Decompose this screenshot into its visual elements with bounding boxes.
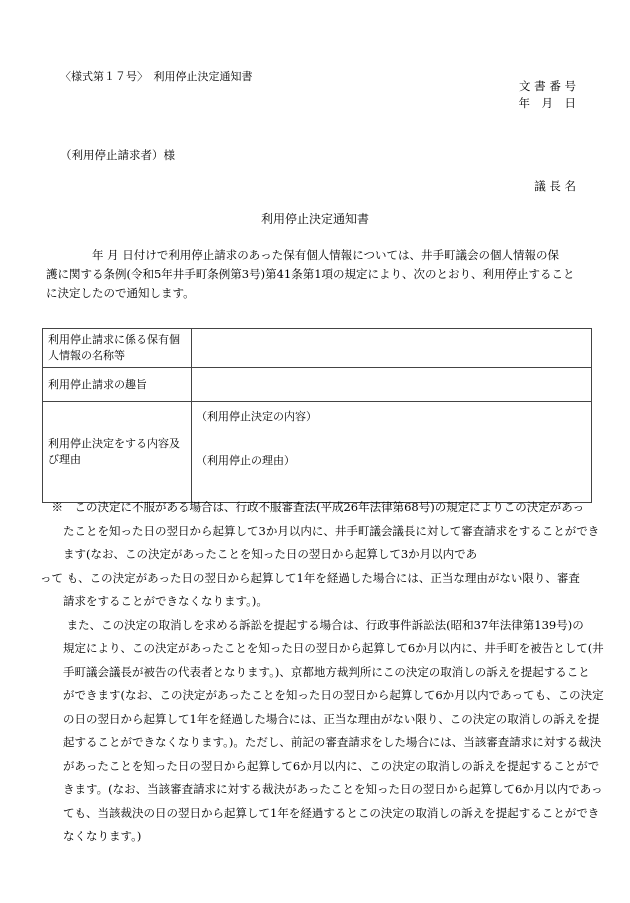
form-label: 〈様式第１７号〉 利用停止決定通知書 — [60, 70, 253, 83]
intro-line: 年 月 日付けで利用停止請求のあった保有個人情報については、井手町議会の個人情報の保 — [46, 248, 559, 262]
row-label-request-purpose: 利用停止請求の趣旨 — [43, 368, 192, 402]
note-line: ても、当該裁決の日の翌日から起算して1年を経過するとこの決定の取消しの訴えを提起することができ — [40, 805, 600, 820]
note-line: の日の翌日から起算して1年を経過した場合には、正当な理由がない限り、この決定の取消しの訴えを提 — [40, 711, 600, 726]
note-line: ※ この決定に不服がある場合は、行政不服審査法(平成26年法律第68号)の規定によりこの決定があっ — [40, 500, 585, 514]
note-line: 手町議会議長が被告の代表者となります。)、京都地方裁判所にこの決定の取消しの訴えを提起すること — [40, 664, 590, 679]
sender-name: 議 長 名 — [534, 179, 576, 193]
table-row — [43, 402, 592, 503]
row-label-info-name: 利用停止請求に係る保有個人情報の名称等 — [43, 329, 192, 368]
row-label-decision-content: 利用停止決定をする内容及び理由 — [43, 402, 192, 503]
note-line: 請求をすることができなくなります。)。 — [40, 594, 268, 608]
intro-paragraph — [46, 246, 586, 303]
note-line: ができます(なお、この決定があったことを知った日の翌日から起算して6か月以内であっても、この決定 — [40, 688, 604, 702]
decision-table — [42, 328, 592, 503]
document-number: 文 書 番 号 — [519, 79, 576, 93]
row-value-request-purpose — [192, 368, 592, 402]
table-row — [43, 368, 592, 402]
note-line: ます(なお、この決定があったことを知った日の翌日から起算して3か月以内であ — [40, 547, 478, 561]
decision-content-label: （利用停止決定の内容） — [196, 410, 317, 423]
note-line: たことを知った日の翌日から起算して3か月以内に、井手町議会議長に対して審査請求をすることができ — [40, 523, 600, 538]
intro-line: に決定したので通知します。 — [46, 286, 195, 300]
row-value-decision-content — [192, 402, 592, 503]
note-line: って も、この決定があった日の翌日から起算して1年を経過した場合には、正当な理由がない限り、審査 — [40, 570, 580, 585]
note-line: 起することができなくなります。)。ただし、前記の審査請求をした場合には、当該審査請求に対する裁決 — [40, 735, 602, 749]
note-line: また、この決定の取消しを求める訴訟を提起する場合は、行政事件訴訟法(昭和37年法律第139号)の — [40, 617, 584, 632]
intro-line: 護に関する条例(令和5年井手町条例第3号)第41条第1項の規定により、次のとおり、利用停止すること — [46, 267, 575, 281]
document-date: 年 月 日 — [518, 96, 576, 110]
notes-section — [40, 496, 604, 849]
note-line: なくなります。) — [40, 829, 142, 843]
note-line: があったことを知った日の翌日から起算して6か月以内に、この決定の取消しの訴えを提起することがで — [40, 758, 600, 773]
document-number-block — [519, 78, 577, 112]
note-line: きます。(なお、当該審査請求に対する裁決があったことを知った日の翌日から起算して6か月以内であっ — [40, 782, 603, 796]
note-line: 規定により、この決定があったことを知った日の翌日から起算して6か月以内に、井手町を被告として(井 — [40, 641, 604, 655]
row-value-info-name — [192, 329, 592, 368]
table-row — [43, 329, 592, 368]
document-title: 利用停止決定通知書 — [260, 212, 369, 226]
recipient: （利用停止請求者）様 — [60, 148, 175, 162]
decision-reason-label: （利用停止の理由） — [196, 454, 295, 467]
